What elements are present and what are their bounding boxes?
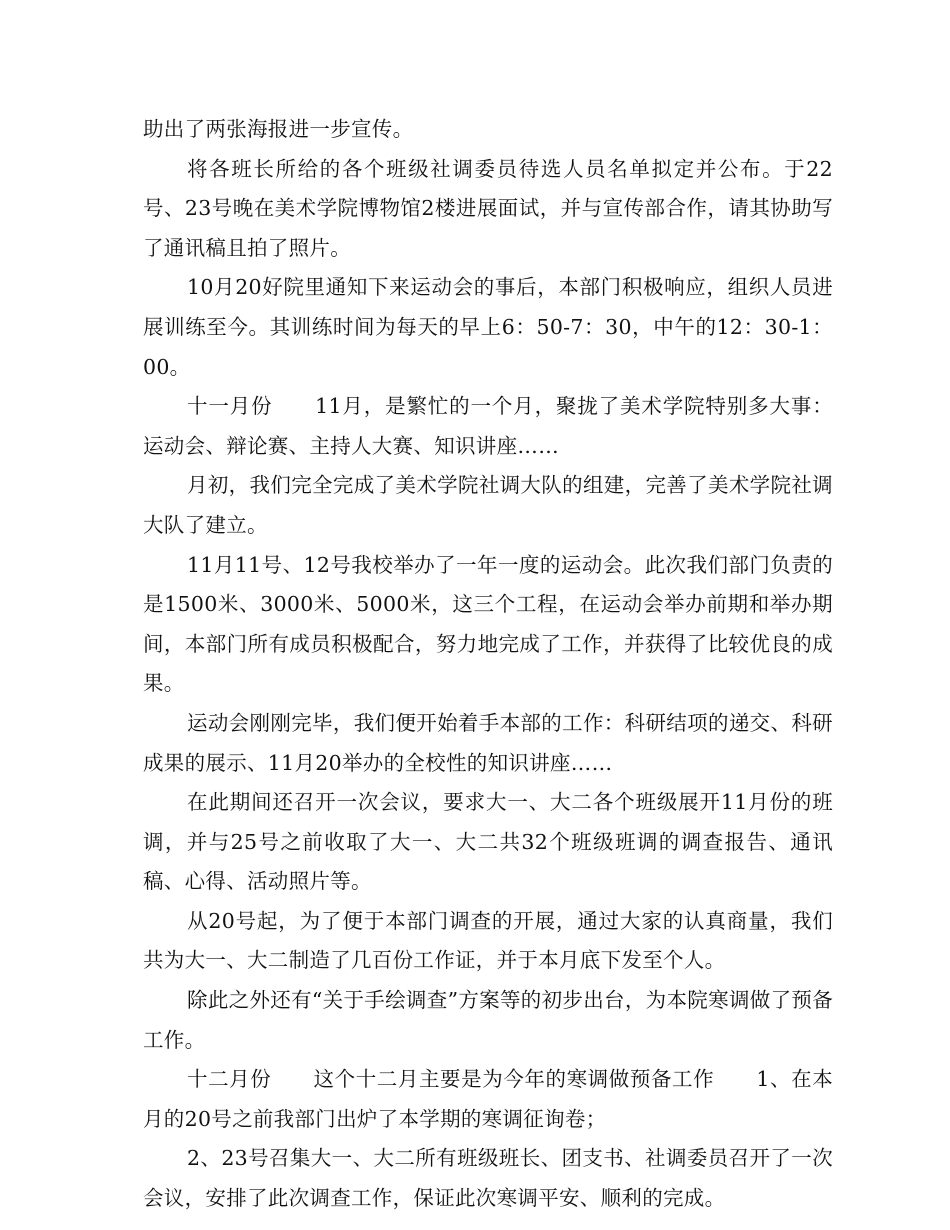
paragraph-november-intro: 十一月份 11月，是繁忙的一个月，聚拢了美术学院特别多大事：运动会、辩论赛、主持人大赛、知识讲座…… — [143, 394, 833, 458]
paragraph-december-meeting: 2、23号召集大一、大二所有班级班长、团支书、社调委员召开了一次会议，安排了此次调查工作，保证此次寒调平安、顺利的完成。 — [143, 1146, 833, 1211]
paragraph-hand-drawn-survey: 除此之外还有“关于手绘调查”方案等的初步出台，为本院寒调做了预备工作。 — [143, 988, 833, 1052]
paragraph-research-work: 运动会刚刚完毕，我们便开始着手本部的工作：科研结项的递交、科研成果的展示、11月20举办的全校性的知识讲座…… — [143, 710, 833, 775]
paragraph-december-intro: 十二月份 这个十二月主要是为今年的寒调做预备工作 1、在本月的20号之前我部门出炉了本学期的寒调征询卷； — [143, 1067, 833, 1131]
paragraph-sports-training: 10月20好院里通知下来运动会的事后，本部门积极响应，组织人员进展训练至今。其训练时间为每天的早上6：50-7：30，中午的12：30-1：00。 — [143, 275, 833, 379]
paragraph-posters: 助出了两张海报进一步宣传。 — [143, 117, 414, 141]
paragraph-work-permits: 从20号起，为了便于本部门调查的开展，通过大家的认真商量，我们共为大一、大二制造了几百份工作证，并于本月底下发至个人。 — [143, 908, 833, 973]
paragraph-meeting: 在此期间还召开一次会议，要求大一、大二各个班级展开11月份的班调，并与25号之前收取了大一、大二共32个班级班调的调查报告、通讯稿、心得、活动照片等。 — [143, 790, 833, 894]
document-body — [143, 110, 833, 1219]
paragraph-team-formation: 月初，我们完全完成了美术学院社调大队的组建，完善了美术学院社调大队了建立。 — [143, 473, 833, 537]
paragraph-interview: 将各班长所给的各个班级社调委员待选人员名单拟定并公布。于22号、23号晚在美术学院博物馆2楼进展面试，并与宣传部合作，请其协助写了通讯稿且拍了照片。 — [143, 156, 833, 260]
paragraph-sports-meet: 11月11号、12号我校举办了一年一度的运动会。此次我们部门负责的是1500米、3000米、5000米，这三个工程，在运动会举办前期和举办期间，本部门所有成员积极配合，努力地完成了工作，并获得了比较优良的成果。 — [143, 552, 833, 696]
